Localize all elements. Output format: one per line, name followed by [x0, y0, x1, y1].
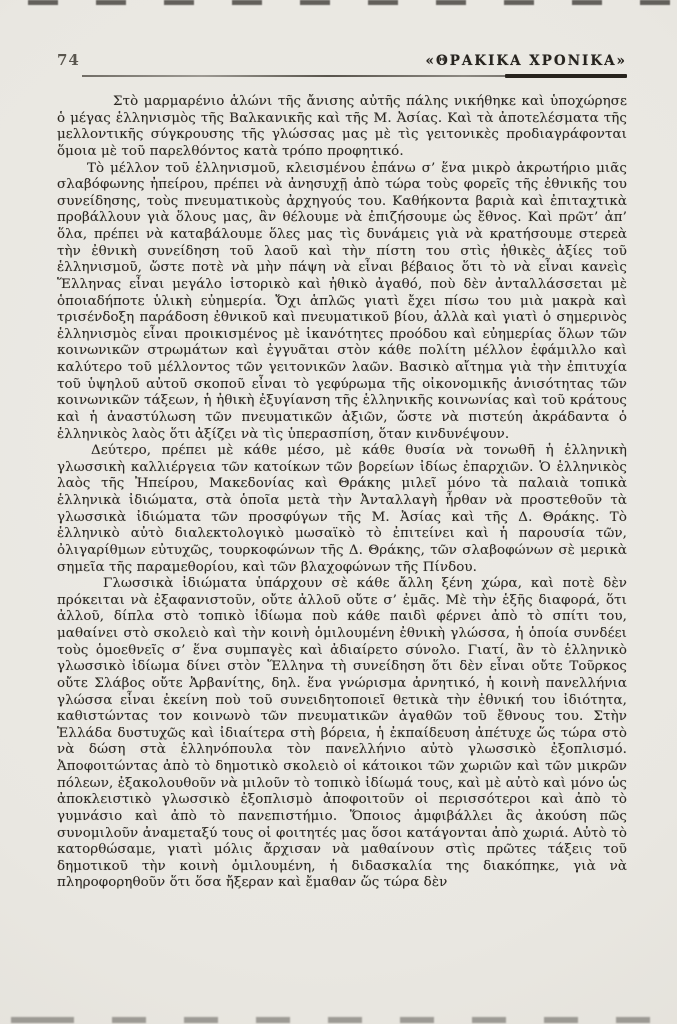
- scan-artifact-top-edge: [0, 0, 677, 5]
- paragraph-1: Στὸ μαρμαρένιο ἁλώνι τῆς ἄνισης αὐτῆς πάλης νικήθηκε καὶ ὑποχώρησε ὁ μέγας ἑλληνισμὸς τῆς Βαλκανικῆς καὶ τῆς Μ. Ἀσίας. Καὶ τὰ ἀποτελέσματα τῆς μελλοντικῆς σύγκρουσης τῆς γλώσσας μας μὲ τὶς γειτονικὲς προδιαγράφονται ὅμοια μὲ τοῦ παρελθόντος κατὰ τρόπο προφητικό.: [57, 94, 627, 159]
- scan-artifact-bottom-edge: [0, 1017, 677, 1023]
- paragraph-4: Γλωσσικὰ ἰδιώματα ὑπάρχουν σὲ κάθε ἄλλη ξένη χώρα, καὶ ποτὲ δὲν πρόκειται νὰ ἐξαφανιστοῦν, οὔτε ἀλλοῦ οὔτε σ’ ἐμᾶς. Μὲ τὴν ἑξῆς διαφορά, ὅτι ἀλλοῦ, δίπλα στὸ τοπικὸ ἰδίωμα ποὺ κάθε παιδὶ φέρνει ἀπὸ τὸ σπίτι του, μαθαίνει στὸ σκολειὸ καὶ τὴν κοινὴ ὁμιλουμένη ἐθνικὴ γλώσσα, ἡ ὁποία συνδέει τοὺς ὁμοεθνεῖς σ’ ἕνα συμπαγὲς καὶ ἀδιαίρετο σύνολο. Γιατί, ἂν τὸ ἑλληνικὸ γλωσσικὸ ἰδίωμα δίνει στὸν Ἕλληνα τὴ συνείδηση ὅτι δὲν εἶναι οὔτε Τοῦρκος οὔτε Σλάβος οὔτε Ἀρβανίτης, δηλ. ἕνα γνώρισμα ἀρνητικό, ἡ κοινὴ πανελλήνια γλώσσα εἶναι ἐκείνη ποὺ τοῦ συνειδητοποιεῖ θετικὰ τὴν ἐθνική του ἰδιότητα, καθιστώντας τον κοινωνὸ τῶν πνευματικῶν ἀγαθῶν τοῦ ἔθνους του. Στὴν Ἑλλάδα δυστυχῶς καὶ ἰδιαίτερα στὴ βόρεια, ἡ ἐκπαίδευση ἀπέτυχε ὥς τώρα στὸ νὰ δώση στὰ ἑλληνόπουλα τὸν πανελλήνιο αὐτὸ γλωσσικὸ ἐξοπλισμό. Ἀποφοιτώντας ἀπὸ τὸ δημοτικὸ σκολειὸ οἱ κάτοικοι τῶν χωριῶν καὶ τῶν μικρῶν πόλεων, ἐξακολουθοῦν νὰ μιλοῦν τὸ τοπικὸ ἰδίωμά τους, καὶ μὲ αὐτὸ καὶ μόνο ὡς ἀποκλειστικὸ γλωσσικὸ ἐξοπλισμὸ ἀποφοιτοῦν οἱ περισσότεροι καὶ ἀπὸ τὸ γυμνάσιο καὶ ἀπὸ τὸ πανεπιστήμιο. Ὅποιος ἀμφιβάλλει ἂς ἀκούση πῶς συνομιλοῦν ἀναμεταξύ τους οἱ φοιτητές μας ὅσοι κατάγονται ἀπὸ χωριά. Αὐτὸ τὸ κατορθώσαμε, γιατὶ μόλις ἄρχισαν νὰ μαθαίνουν στὶς πρῶτες τάξεις τοῦ δημοτικοῦ τὴν κοινὴ ὁμιλουμένη, ἡ διδασκαλία της διακόπηκε, γιὰ νὰ πληροφορηθοῦν ὅτι ὅσα ἤξεραν καὶ ἔμαθαν ὥς τώρα δὲν: [57, 576, 627, 891]
- page-number: 74: [57, 51, 80, 69]
- journal-title: «ΘΡΑΚΙΚΑ ΧΡΟΝΙΚΑ»: [425, 53, 627, 69]
- header-rule-bold-segment: [505, 74, 627, 78]
- header-rule: [57, 74, 627, 79]
- running-head: [57, 51, 627, 69]
- paragraph-3: Δεύτερο, πρέπει μὲ κάθε μέσο, μὲ κάθε θυσία νὰ τονωθῆ ἡ ἑλληνικὴ γλωσσικὴ καλλιέργεια τῶν κατοίκων τῶν βορείων ἰδίως ἐπαρχιῶν. Ὁ ἑλληνικὸς λαὸς τῆς Ἠπείρου, Μακεδονίας καὶ Θράκης μιλεῖ μόνο τὰ παλαιὰ τοπικὰ ἑλληνικὰ ἰδιώματα, στὰ ὁποῖα μετὰ τὴν Ἀνταλλαγὴ ἦρθαν νὰ προστεθοῦν τὰ γλωσσικὰ ἰδιώματα τῶν προσφύγων τῆς Μ. Ἀσίας καὶ τῆς Δ. Θράκης. Τὸ ἑλληνικὸ αὐτὸ διαλεκτολογικὸ μωσαϊκὸ τὸ ἐπιτείνει καὶ ἡ παρουσία τῶν, ὀλιγαρίθμων εὐτυχῶς, τουρκοφώνων τῆς Δ. Θράκης, τῶν σλαβοφώνων σὲ μερικὰ σημεῖα τῆς παραμεθορίου, καὶ τῶν βλαχοφώνων τῆς Πίνδου.: [57, 443, 627, 575]
- paragraph-2: Τὸ μέλλον τοῦ ἑλληνισμοῦ, κλεισμένου ἐπάνω σ’ ἕνα μικρὸ ἀκρωτήριο μιᾶς σλαβόφωνης ἠπείρου, πρέπει νὰ ἀνησυχῇ ἀπὸ τώρα τοὺς φορεῖς τῆς ἐθνικῆς του συνείδησης, τοὺς πνευματικοὺς ἀρχηγούς του. Καθήκοντα βαριὰ καὶ ἐπιταχτικὰ προβάλλουν γιὰ ὅλους μας, ἂν θέλουμε νὰ ἐπιζήσουμε ὡς ἔθνος. Καὶ πρῶτ’ ἀπ’ ὅλα, πρέπει νὰ καταβάλουμε ὅλες μας τὶς δυνάμεις γιὰ νὰ κρατήσουμε στερεὰ τὴν ἐθνικὴ συνείδηση τοῦ λαοῦ καὶ τὴν πίστη του στὶς ἠθικὲς ἀξίες τοῦ ἑλληνισμοῦ, ὥστε ποτὲ νὰ μὴν πάψη νὰ εἶναι βέβαιος ὅτι τὸ νὰ εἶναι κανεὶς Ἕλληνας εἶναι μεγάλο ἱστορικὸ καὶ ἠθικὸ ἀγαθό, ποὺ δὲν ἀνταλλάσσεται μὲ ὁποιαδήποτε ὑλικὴ εὐημερία. Ὄχι ἁπλῶς γιατὶ ἔχει πίσω του μιὰ μακρὰ καὶ τρισένδοξη παράδοση ἐθνικοῦ καὶ πνευματικοῦ βίου, ἀλλὰ καὶ γιατὶ ὁ σημερινὸς ἑλληνισμὸς εἶναι προικισμένος μὲ ἱκανότητες προόδου καὶ εὐημερίας ὅλων τῶν κοινωνικῶν στρωμάτων καὶ ἐγγυᾶται στὸν κάθε πολίτη μέλλον ἐφάμιλλο καὶ καλύτερο τοῦ μέλλοντος τῶν γειτονικῶν λαῶν. Βασικὸ αἴτημα γιὰ τὴν ἐπιτυχία τοῦ ὑψηλοῦ αὐτοῦ σκοποῦ εἶναι τὸ γεφύρωμα τῆς οἰκονομικῆς ἀνισότητας τῶν κοινωνικῶν τάξεων, ἡ ἠθικὴ ἐξυγίανση τῆς ἑλληνικῆς κοινωνίας καὶ τοῦ κράτους καὶ ἡ ἀναστύλωση τῶν πνευματικῶν ἀξιῶν, ὥστε νὰ πιστεύη ἀκράδαντα ὁ ἑλληνικὸς λαὸς ὅτι ἀξίζει νὰ τὶς ὑπερασπίση, ὅταν κινδυνέψουν.: [57, 160, 627, 442]
- article-body: [57, 94, 627, 892]
